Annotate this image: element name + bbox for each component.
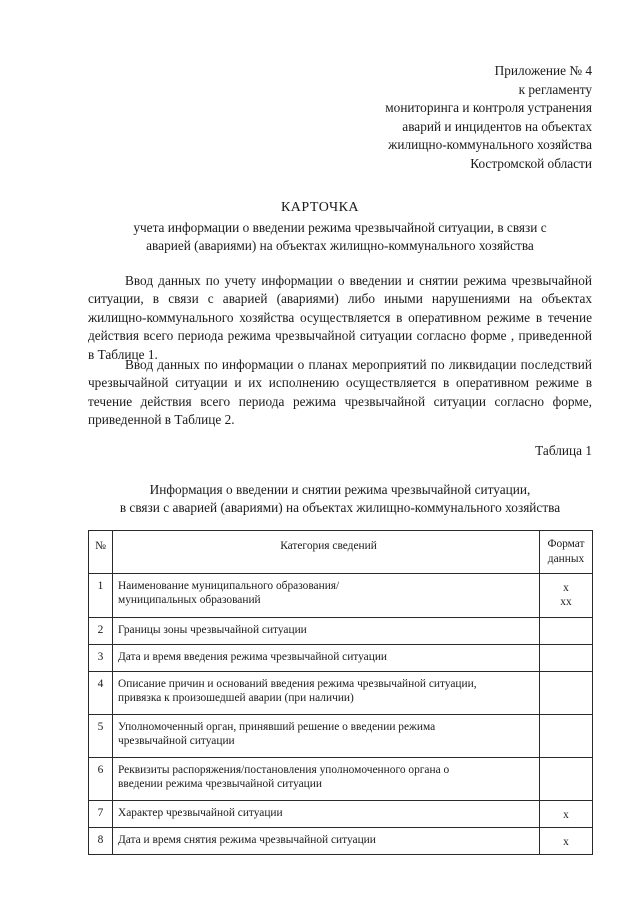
table-heading <box>60 481 620 517</box>
table-heading-line: в связи с аварией (авариями) на объектах жилищно-коммунального хозяйства <box>119 500 561 515</box>
row-format <box>540 618 593 645</box>
info-table <box>88 530 593 855</box>
row-category-line: муниципальных образований <box>118 594 261 606</box>
appendix-line: Приложение № 4 <box>494 63 592 78</box>
row-category <box>113 645 540 672</box>
card-subtitle <box>60 219 620 255</box>
row-category-line: введении режима чрезвычайной ситуации <box>118 778 322 790</box>
header-num: № <box>89 531 113 574</box>
table-row <box>89 828 593 855</box>
row-format-line: xx <box>560 596 572 608</box>
row-format <box>540 672 593 715</box>
appendix-line: мониторинга и контроля устранения <box>385 100 592 115</box>
body-paragraph-2: Ввод данных по информации о планах мероприятий по ликвидации последствий чрезвычайной ситуации и их исполнению осуществляется в оперативном режиме в течение действия всего периода режима чрезвычайной ситуации согласно форме, приведенной в Таблице 2. <box>88 357 592 428</box>
appendix-line: аварий и инцидентов на объектах <box>402 118 592 134</box>
row-num: 1 <box>89 574 113 618</box>
row-num: 3 <box>89 645 113 672</box>
row-num: 4 <box>89 672 113 715</box>
table-row <box>89 715 593 758</box>
appendix-header <box>292 62 592 173</box>
row-format: x <box>540 801 593 828</box>
row-format <box>540 645 593 672</box>
row-category-line: привязка к произошедшей аварии (при наличии) <box>118 692 354 704</box>
row-category <box>113 618 540 645</box>
table-header-row <box>89 531 593 574</box>
card-title: КАРТОЧКА <box>280 200 360 215</box>
table-row <box>89 672 593 715</box>
row-category <box>113 672 540 715</box>
header-format <box>540 531 593 574</box>
row-format <box>540 574 593 618</box>
row-category-line: Уполномоченный орган, принявший решение о введении режима <box>118 721 436 733</box>
row-category-line: Описание причин и оснований введения режима чрезвычайной ситуации, <box>118 678 477 690</box>
row-category <box>113 574 540 618</box>
header-format-line: данных <box>547 553 585 565</box>
body-paragraph-1: Ввод данных по учету информации о введении и снятии режима чрезвычайной ситуации, в связи с аварией (авариями) либо иными нарушениями на объектах жилищно-коммунального хозяйства осуществляется в оперативном режиме в течение действия всего периода режима чрезвычайной ситуации согласно форме , приведенной в Таблице 1. <box>88 273 592 362</box>
row-category <box>113 715 540 758</box>
row-format: x <box>540 828 593 855</box>
row-category <box>113 828 540 855</box>
table-row <box>89 801 593 828</box>
header-format-line: Формат <box>547 538 585 550</box>
table-heading-line: Информация о введении и снятии режима чрезвычайной ситуации, <box>149 482 531 497</box>
row-category-line: Дата и время введения режима чрезвычайной ситуации <box>118 651 388 663</box>
table-row <box>89 618 593 645</box>
appendix-line: к регламенту <box>518 81 592 97</box>
row-category-line: чрезвычайной ситуации <box>118 735 235 747</box>
row-num: 8 <box>89 828 113 855</box>
row-num: 5 <box>89 715 113 758</box>
row-num: 2 <box>89 618 113 645</box>
row-category-line: Наименование муниципального образования/ <box>118 580 340 592</box>
table-row <box>89 758 593 801</box>
table-label: Таблица 1 <box>535 443 592 458</box>
row-num: 7 <box>89 801 113 828</box>
appendix-line: жилищно-коммунального хозяйства <box>388 137 592 152</box>
row-category-line: Характер чрезвычайной ситуации <box>118 807 283 819</box>
table-row <box>89 645 593 672</box>
row-category <box>113 758 540 801</box>
row-format <box>540 758 593 801</box>
row-category-line: Дата и время снятия режима чрезвычайной ситуации <box>118 834 376 846</box>
row-format <box>540 715 593 758</box>
row-category <box>113 801 540 828</box>
card-subtitle-line: учета информации о введении режима чрезвычайной ситуации, в связи с <box>133 220 547 235</box>
row-category-line: Границы зоны чрезвычайной ситуации <box>118 624 307 636</box>
card-subtitle-line: аварией (авариями) на объектах жилищно-коммунального хозяйства <box>146 238 534 253</box>
header-category: Категория сведений <box>113 531 540 574</box>
row-category-line: Реквизиты распоряжения/постановления уполномоченного органа о <box>118 764 450 776</box>
row-num: 6 <box>89 758 113 801</box>
row-format-line: x <box>563 582 569 594</box>
table-row <box>89 574 593 618</box>
appendix-line: Костромской области <box>470 155 592 171</box>
